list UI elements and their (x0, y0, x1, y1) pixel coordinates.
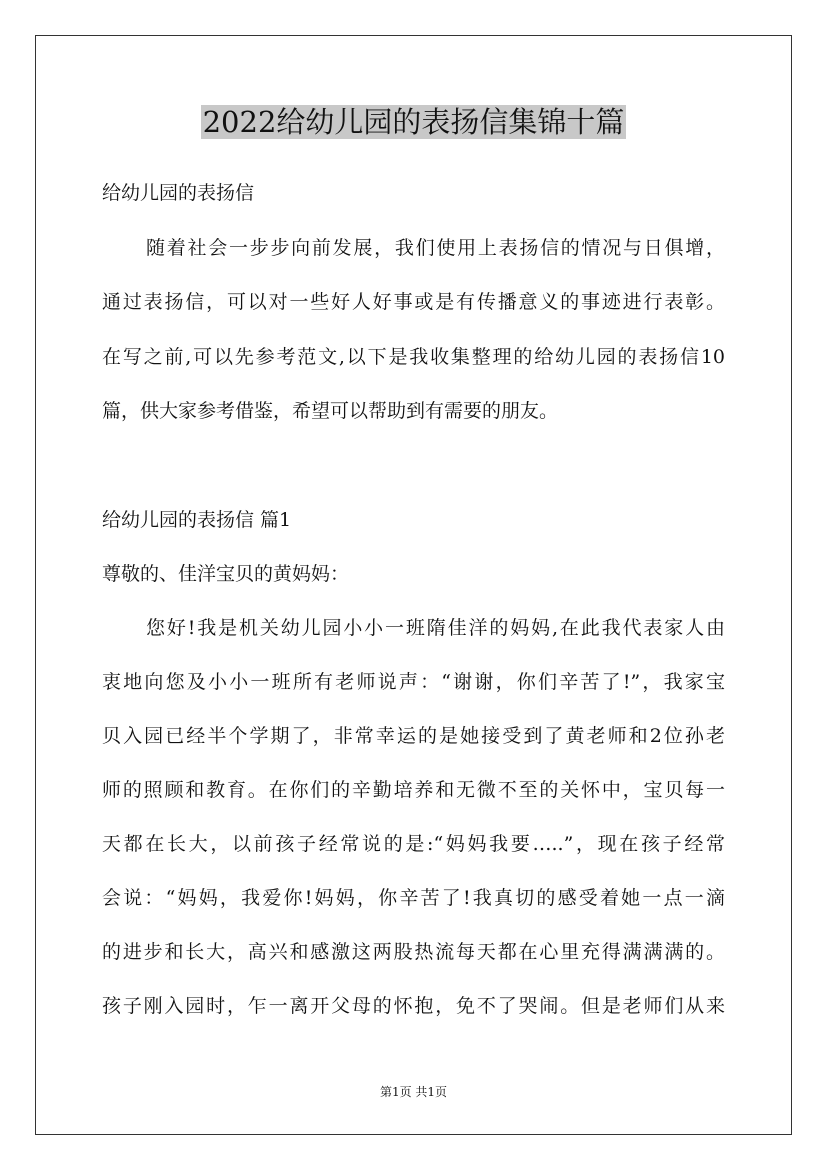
body-line-4: 师的照顾和教育。在你们的辛勤培养和无微不至的关怀中，宝贝每一 (102, 779, 725, 801)
body-line-1: 您好!我是机关幼儿园小小一班隋佳洋的妈妈,在此我代表家人由 (146, 617, 725, 639)
document-title (0, 100, 827, 144)
section-heading: 给幼儿园的表扬信 篇1 (102, 509, 292, 531)
body-line-3: 贝入园已经半个学期了，非常幸运的是她接受到了黄老师和2位孙老 (102, 725, 725, 747)
document-title-text: 2022给幼儿园的表扬信集锦十篇 (202, 105, 625, 139)
body-line-8: 孩子刚入园时，乍一离开父母的怀抱，免不了哭闹。但是老师们从来 (102, 995, 725, 1017)
salutation: 尊敬的、佳洋宝贝的黄妈妈： (102, 563, 350, 585)
body-line-6: 会说：“妈妈，我爱你!妈妈，你辛苦了!我真切的感受着她一点一滴 (102, 887, 725, 909)
intro-line-2: 通过表扬信，可以对一些好人好事或是有传播意义的事迹进行表彰。 (102, 291, 725, 313)
intro-line-1: 随着社会一步步向前发展，我们使用上表扬信的情况与日俱增， (146, 237, 725, 259)
body-line-7: 的进步和长大，高兴和感激这两股热流每天都在心里充得满满满的。 (102, 941, 725, 963)
page-footer: 第1页 共1页 (379, 1085, 448, 1099)
intro-line-3: 在写之前,可以先参考范文,以下是我收集整理的给幼儿园的表扬信10 (102, 346, 725, 368)
body-line-5: 天都在长大，以前孩子经常说的是:“妈妈我要…..”，现在孩子经常 (102, 833, 725, 855)
body-line-2: 衷地向您及小小一班所有老师说声：“谢谢，你们辛苦了!”，我家宝 (102, 671, 725, 693)
intro-line-4: 篇，供大家参考借鉴，希望可以帮助到有需要的朋友。 (102, 400, 559, 422)
intro-heading: 给幼儿园的表扬信 (102, 182, 255, 204)
